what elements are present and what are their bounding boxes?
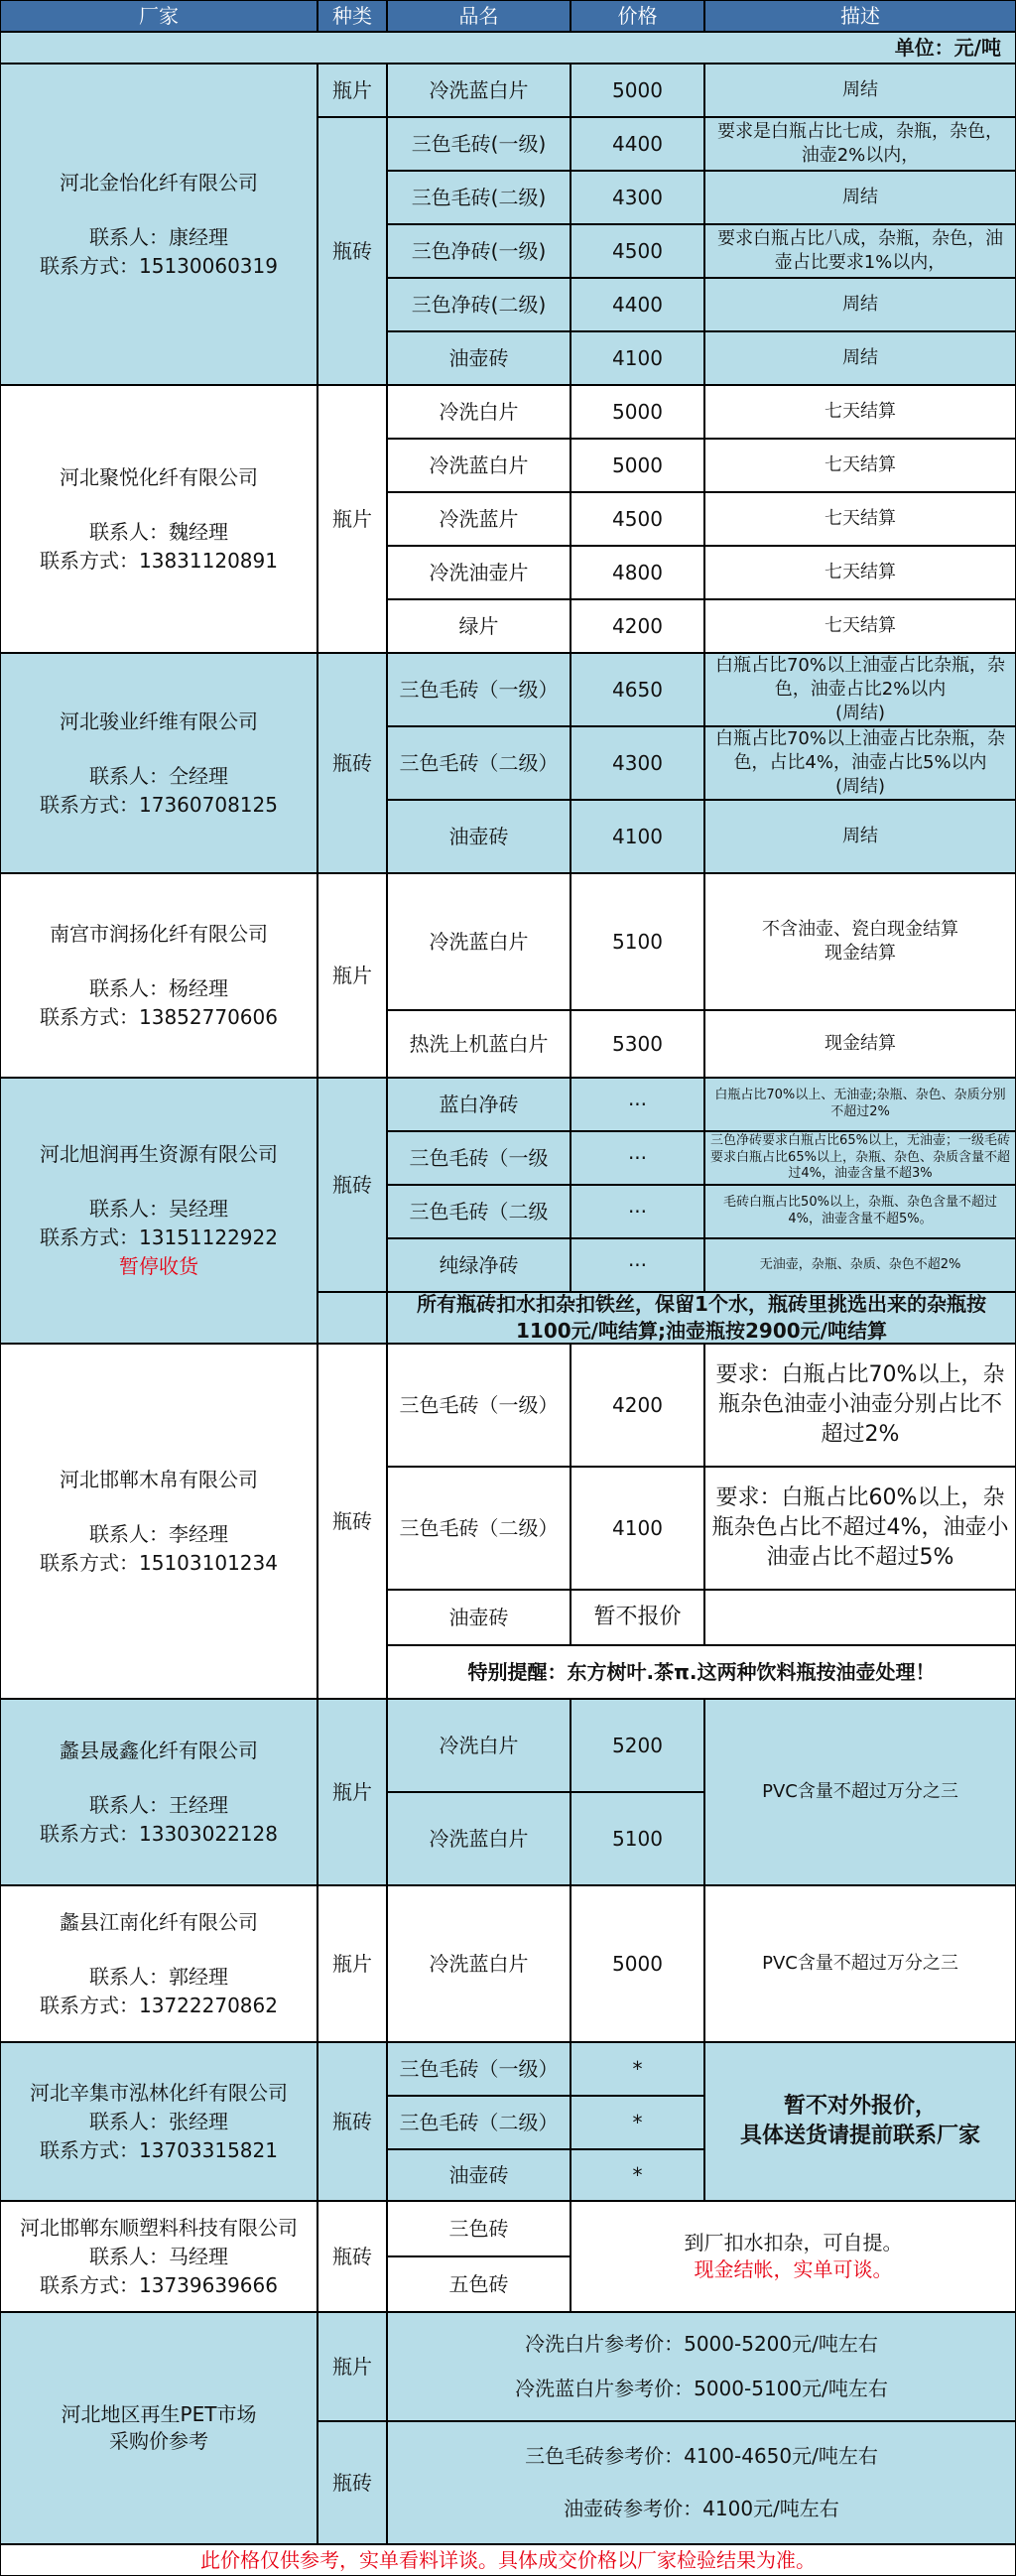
type-cell: 瓶砖 <box>318 653 387 873</box>
company-cell <box>0 1699 318 1885</box>
company-phone: 联系方式：13303022128 <box>40 1821 278 1846</box>
type-cell: 瓶砖 <box>318 2042 387 2201</box>
price-cell: * <box>571 2149 704 2201</box>
product-cell: 油壶砖 <box>387 1590 571 1645</box>
type-cell: 瓶片 <box>318 2312 387 2421</box>
product-cell: 三色毛砖（二级） <box>387 1467 571 1590</box>
desc-cell: 要求：白瓶占比60%以上，杂瓶杂色占比不超过4%，油壶小油壶占比不超过5% <box>704 1467 1016 1590</box>
product-cell: 三色毛砖（二级 <box>387 1185 571 1238</box>
desc-cell: 周结 <box>704 171 1016 224</box>
brick-reference <box>387 2421 1016 2544</box>
company-cell <box>0 64 318 385</box>
company-name: 河北骏业纤维有限公司 <box>60 708 258 733</box>
desc-cell: 要求：白瓶占比70%以上，杂瓶杂色油壶小油壶分别占比不超过2% <box>704 1344 1016 1467</box>
price-cell: 5100 <box>571 873 704 1010</box>
company-phone: 联系方式：13703315821 <box>40 2137 278 2162</box>
company-contact: 联系人：仝经理 <box>89 763 228 788</box>
header-price: 价格 <box>571 0 704 32</box>
company-name: 蠡县江南化纤有限公司 <box>60 1909 258 1934</box>
product-cell: 三色净砖(一级) <box>387 224 571 278</box>
product-cell: 冷洗蓝白片 <box>387 1792 571 1885</box>
brick-ref-line: 三色毛砖参考价：4100-4650元/吨左右 <box>525 2444 878 2468</box>
price-cell: 4100 <box>571 800 704 873</box>
product-cell: 油壶砖 <box>387 331 571 385</box>
desc-text-red: 现金结帐，实单可谈。 <box>694 2257 893 2281</box>
price-cell: 5000 <box>571 385 704 439</box>
flake-ref-line: 冷洗蓝白片参考价：5000-5100元/吨左右 <box>515 2377 888 2400</box>
desc-cell: 要求白瓶占比八成，杂瓶，杂色，油壶占比要求1%以内， <box>704 224 1016 278</box>
price-cell: * <box>571 2042 704 2096</box>
price-cell: 5300 <box>571 1010 704 1078</box>
product-cell: 三色毛砖（一级） <box>387 653 571 726</box>
desc-cell <box>704 1590 1016 1645</box>
product-cell: 三色毛砖（一级） <box>387 2042 571 2096</box>
desc-cell: 七天结算 <box>704 439 1016 492</box>
product-cell: 冷洗蓝白片 <box>387 1885 571 2042</box>
product-cell: 三色毛砖（二级） <box>387 2096 571 2149</box>
status-badge: 暂停收货 <box>119 1254 198 1278</box>
header-type: 种类 <box>318 0 387 32</box>
desc-cell: 周结 <box>704 278 1016 331</box>
price-cell: 5000 <box>571 439 704 492</box>
company-contact: 联系人：马经理 <box>89 2244 228 2268</box>
type-cell: 瓶砖 <box>318 1078 387 1292</box>
company-name: 河北聚悦化纤有限公司 <box>60 464 258 489</box>
product-cell: 三色砖 <box>387 2201 571 2256</box>
type-cell-spacer <box>318 1292 387 1344</box>
price-cell: 4100 <box>571 1467 704 1590</box>
flake-reference <box>387 2312 1016 2421</box>
desc-cell <box>571 2201 1016 2312</box>
product-cell: 冷洗蓝白片 <box>387 873 571 1010</box>
desc-cell: 要求是白瓶占比七成，杂瓶，杂色，油壶2%以内， <box>704 117 1016 171</box>
company-contact: 联系人：吴经理 <box>89 1197 228 1221</box>
price-cell: 4200 <box>571 599 704 653</box>
header-desc: 描述 <box>704 0 1016 32</box>
desc-cell: 七天结算 <box>704 599 1016 653</box>
product-cell: 三色毛砖(二级) <box>387 171 571 224</box>
price-cell: 4500 <box>571 224 704 278</box>
company-contact: 联系人：郭经理 <box>89 1964 228 1989</box>
desc-cell: 七天结算 <box>704 385 1016 439</box>
type-cell: 瓶砖 <box>318 2421 387 2544</box>
type-cell: 瓶砖 <box>318 2201 387 2312</box>
desc-cell: 白瓶占比70%以上、无油壶;杂瓶、杂色、杂质分别不超过2% <box>704 1078 1016 1131</box>
company-contact: 联系人：康经理 <box>89 224 228 249</box>
desc-cell: 不含油壶、瓷白现金结算 现金结算 <box>704 873 1016 1010</box>
price-cell: 4800 <box>571 546 704 599</box>
price-cell: 5000 <box>571 1885 704 2042</box>
unit-label: 单位：元/吨 <box>0 32 1016 64</box>
desc-cell: 周结 <box>704 331 1016 385</box>
desc-cell: 毛砖白瓶占比50%以上，杂瓶、杂色含量不超过4%，油壶含量不超5%。 <box>704 1185 1016 1238</box>
company-name: 蠡县晟鑫化纤有限公司 <box>60 1738 258 1762</box>
desc-cell: 白瓶占比70%以上油壶占比杂瓶，杂色，占比4%，油壶占比5%以内 (周结) <box>704 726 1016 800</box>
company-name: 河北旭润再生资源有限公司 <box>40 1142 278 1166</box>
desc-cell: 白瓶占比70%以上油壶占比杂瓶，杂色，油壶占比2%以内 (周结) <box>704 653 1016 726</box>
product-cell: 油壶砖 <box>387 2149 571 2201</box>
product-cell: 三色净砖(二级) <box>387 278 571 331</box>
price-cell: 4400 <box>571 117 704 171</box>
desc-cell: 周结 <box>704 800 1016 873</box>
desc-cell: 无油壶，杂瓶、杂质、杂色不超2% <box>704 1238 1016 1292</box>
company-name: 河北邯郸木帛有限公司 <box>60 1467 258 1491</box>
desc-cell: 七天结算 <box>704 492 1016 546</box>
product-cell: 蓝白净砖 <box>387 1078 571 1131</box>
product-cell: 冷洗蓝白片 <box>387 439 571 492</box>
product-cell: 冷洗白片 <box>387 385 571 439</box>
type-cell: 瓶片 <box>318 1699 387 1885</box>
company-name: 河北金怡化纤有限公司 <box>60 170 258 194</box>
product-cell: 三色毛砖（一级 <box>387 1131 571 1185</box>
price-cell: * <box>571 2096 704 2149</box>
company-phone: 联系方式：13852770606 <box>40 1004 278 1029</box>
company-cell <box>0 1078 318 1344</box>
company-contact: 联系人：王经理 <box>89 1792 228 1817</box>
product-cell: 热洗上机蓝白片 <box>387 1010 571 1078</box>
desc-cell: 暂不对外报价， 具体送货请提前联系厂家 <box>704 2042 1016 2201</box>
type-cell: 瓶片 <box>318 385 387 653</box>
product-cell: 冷洗蓝白片 <box>387 64 571 117</box>
company-phone: 联系方式：13722270862 <box>40 1993 278 2017</box>
price-cell: 4100 <box>571 331 704 385</box>
header-vendor: 厂家 <box>0 0 318 32</box>
price-cell: ··· <box>571 1078 704 1131</box>
company-cell <box>0 653 318 873</box>
price-cell: ··· <box>571 1185 704 1238</box>
company-name: 南宫市润扬化纤有限公司 <box>50 921 268 946</box>
price-cell: ··· <box>571 1131 704 1185</box>
price-cell: 4500 <box>571 492 704 546</box>
company-phone: 联系方式：13831120891 <box>40 548 278 573</box>
product-cell: 三色毛砖（二级） <box>387 726 571 800</box>
desc-cell: 现金结算 <box>704 1010 1016 1078</box>
desc-cell: 周结 <box>704 64 1016 117</box>
product-cell: 三色毛砖（一级） <box>387 1344 571 1467</box>
price-cell: 4300 <box>571 726 704 800</box>
desc-cell: 三色净砖要求白瓶占比65%以上，无油壶；一级毛砖要求白瓶占比65%以上，杂瓶、杂色、杂质含量不超过4%，油壶含量不超3% <box>704 1131 1016 1185</box>
product-cell: 冷洗蓝片 <box>387 492 571 546</box>
company-phone: 联系方式：15130060319 <box>40 253 278 278</box>
company-contact: 联系人：李经理 <box>89 1521 228 1546</box>
company-name: 河北辛集市泓林化纤有限公司 <box>30 2080 288 2105</box>
note-row: 所有瓶砖扣水扣杂扣铁丝，保留1个水，瓶砖里挑选出来的杂瓶按 1100元/吨结算;油壶瓶按2900元/吨结算 <box>387 1292 1016 1344</box>
company-cell <box>0 2042 318 2201</box>
type-cell: 瓶砖 <box>318 117 387 385</box>
price-cell: 暂不报价 <box>571 1590 704 1645</box>
desc-cell: 七天结算 <box>704 546 1016 599</box>
product-cell: 纯绿净砖 <box>387 1238 571 1292</box>
company-cell <box>0 1344 318 1699</box>
desc-cell: PVC含量不超过万分之三 <box>704 1885 1016 2042</box>
price-cell: 4650 <box>571 653 704 726</box>
product-cell: 绿片 <box>387 599 571 653</box>
company-name: 河北邯郸东顺塑料科技有限公司 <box>20 2215 298 2240</box>
type-cell: 瓶片 <box>318 64 387 117</box>
footer-disclaimer: 此价格仅供参考，实单看料详谈。具体成交价格以厂家检验结果为准。 <box>0 2544 1016 2576</box>
company-phone: 联系方式：13151122922 <box>40 1225 278 1249</box>
company-cell <box>0 2201 318 2312</box>
company-contact: 联系人：杨经理 <box>89 975 228 1000</box>
flake-ref-line: 冷洗白片参考价：5000-5200元/吨左右 <box>525 2332 878 2356</box>
product-cell: 油壶砖 <box>387 800 571 873</box>
price-cell: ··· <box>571 1238 704 1292</box>
product-cell: 三色毛砖(一级) <box>387 117 571 171</box>
desc-text: 到厂扣水扣杂，可自提。 <box>684 2231 903 2254</box>
type-cell: 瓶片 <box>318 873 387 1078</box>
desc-cell: PVC含量不超过万分之三 <box>704 1699 1016 1885</box>
price-cell: 4200 <box>571 1344 704 1467</box>
price-cell: 5200 <box>571 1699 704 1792</box>
company-contact: 联系人：张经理 <box>89 2109 228 2133</box>
company-phone: 联系方式：17360708125 <box>40 792 278 817</box>
company-contact: 联系人：魏经理 <box>89 519 228 544</box>
market-title-left: 河北地区再生PET市场 采购价参考 <box>0 2312 318 2544</box>
price-cell: 5100 <box>571 1792 704 1885</box>
header-product: 品名 <box>387 0 571 32</box>
price-cell: 4300 <box>571 171 704 224</box>
company-cell <box>0 385 318 653</box>
company-phone: 联系方式：13739639666 <box>40 2272 278 2297</box>
price-cell: 4400 <box>571 278 704 331</box>
company-cell <box>0 1885 318 2042</box>
product-cell: 五色砖 <box>387 2256 571 2312</box>
company-cell <box>0 873 318 1078</box>
product-cell: 冷洗油壶片 <box>387 546 571 599</box>
type-cell: 瓶片 <box>318 1885 387 2042</box>
brick-ref-line: 油壶砖参考价：4100元/吨左右 <box>564 2497 839 2520</box>
product-cell: 冷洗白片 <box>387 1699 571 1792</box>
note-row: 特别提醒：东方树叶.茶π.这两种饮料瓶按油壶处理！ <box>387 1645 1016 1699</box>
price-cell: 5000 <box>571 64 704 117</box>
type-cell: 瓶砖 <box>318 1344 387 1699</box>
company-phone: 联系方式：15103101234 <box>40 1550 278 1575</box>
